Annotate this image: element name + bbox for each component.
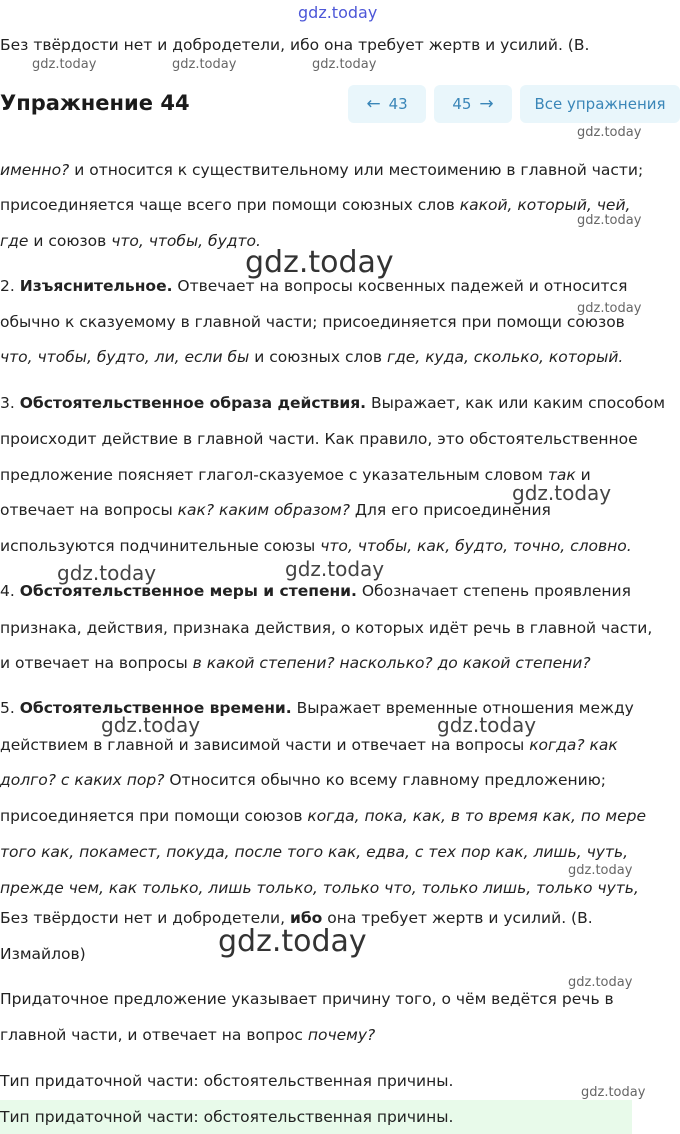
quote-line: Без твёрдости нет и добродетели, ибо она требует жертв и усилий. (В. [0,36,590,54]
text-line: и отвечает на вопросы в какой степени? насколько? до какой степени? [0,654,591,672]
watermark: gdz.today [512,481,612,505]
clause-type-line: Тип придаточной части: обстоятельственная причины. [0,1072,454,1090]
page-title: Упражнение 44 [0,91,190,115]
arrow-left-icon: ← [366,94,381,114]
text-line: именно? и относится к существительному или местоимению в главной части; [0,161,644,179]
watermark: gdz.today [568,975,633,990]
text-line: 3. Обстоятельственное образа действия. Выражает, как или каким способом [0,394,666,412]
explanation-line: главной части, и отвечает на вопрос почему? [0,1026,376,1044]
text-line: используются подчинительные союзы что, чтобы, как, будто, точно, словно. [0,537,632,555]
text-line: отвечает на вопросы как? каким образом? Для его присоединения [0,501,551,519]
watermark: gdz.today [577,301,642,316]
text-line: предложение поясняет глагол-сказуемое с указательным словом так и [0,466,591,484]
explanation-line: Придаточное предложение указывает причину того, о чём ведётся речь в [0,990,614,1008]
watermark: gdz.today [172,57,237,72]
text-line: действием в главной и зависимой части и отвечает на вопросы когда? как [0,736,618,754]
text-line: присоединяется чаще всего при помощи союзных слов какой, который, чей, [0,196,631,214]
text-line: 4. Обстоятельственное меры и степени. Обозначает степень проявления [0,582,631,600]
watermark: gdz.today [285,557,385,581]
watermark: gdz.today [218,924,367,959]
text-line: происходит действие в главной части. Как правило, это обстоятельственное [0,430,638,448]
text-line: того как, покамест, покуда, после того как, едва, с тех пор как, лишь, чуть, [0,843,629,861]
watermark: gdz.today [298,3,378,22]
watermark: gdz.today [245,245,394,280]
text-line: признака, действия, признака действия, о которых идёт речь в главной части, [0,619,653,637]
arrow-right-icon: → [479,94,494,114]
text-line: что, чтобы, будто, ли, если бы и союзных слов где, куда, сколько, который. [0,348,624,366]
watermark: gdz.today [577,125,642,140]
answer-quote-line: Без твёрдости нет и добродетели, ибо она требует жертв и усилий. (В. [0,909,593,927]
text-line: прежде чем, как только, лишь только, только что, только лишь, только чуть, [0,879,639,897]
prev-exercise-button[interactable]: ← 43 [348,85,426,123]
text-line: 2. Изъяснительное. Отвечает на вопросы косвенных падежей и относится [0,277,628,295]
watermark: gdz.today [581,1085,646,1100]
answer-quote-line: Измайлов) [0,945,86,963]
text-line: где и союзов что, чтобы, будто. [0,232,261,250]
text-line: долго? с каких пор? Относится обычно ко всему главному предложению; [0,771,607,789]
watermark: gdz.today [312,57,377,72]
all-exercises-button[interactable]: Все упражнения [520,85,680,123]
next-exercise-button[interactable]: 45 → [434,85,512,123]
text-line: присоединяется при помощи союзов когда, пока, как, в то время как, по мере [0,807,647,825]
watermark: gdz.today [32,57,97,72]
watermark: gdz.today [101,713,201,737]
watermark: gdz.today [577,213,642,228]
watermark: gdz.today [437,713,537,737]
clause-type-answer: Тип придаточной части: обстоятельственная причины. [0,1108,454,1126]
text-line: обычно к сказуемому в главной части; присоединяется при помощи союзов [0,313,625,331]
text-line: 5. Обстоятельственное времени. Выражает временные отношения между [0,699,634,717]
watermark: gdz.today [568,863,633,878]
watermark: gdz.today [57,561,157,585]
